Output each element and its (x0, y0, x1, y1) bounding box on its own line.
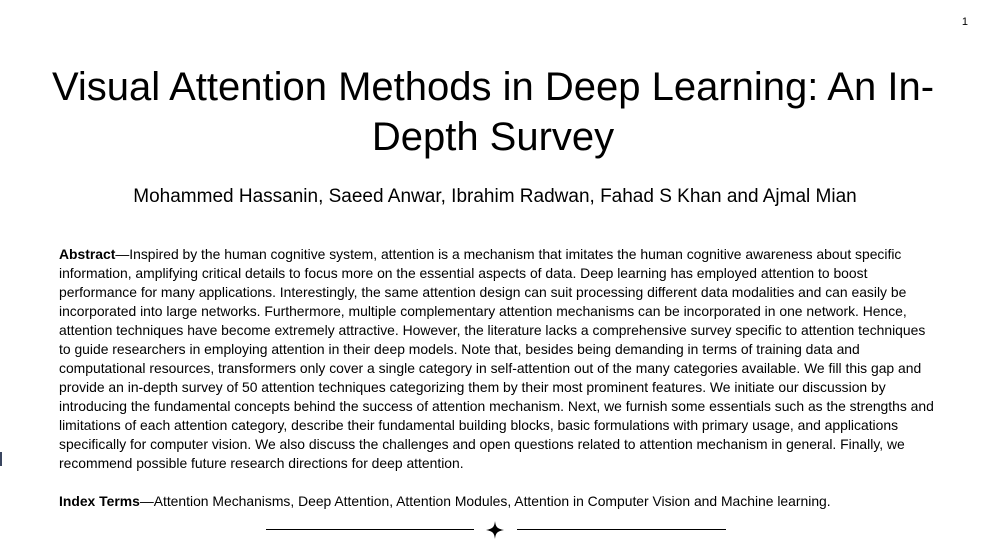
left-edge-marker (0, 452, 2, 466)
section-divider (266, 520, 726, 540)
divider-rule-left (266, 529, 474, 530)
four-point-star-icon (484, 520, 506, 540)
divider-rule-right (517, 529, 726, 530)
author-list: Mohammed Hassanin, Saeed Anwar, Ibrahim Radwan, Fahad S Khan and Ajmal Mian (133, 186, 857, 207)
index-terms-text: —Attention Mechanisms, Deep Attention, Attention Modules, Attention in Computer Vision and Machine learning. (139, 493, 831, 509)
page-number: 1 (961, 16, 968, 28)
abstract-text: —Inspired by the human cognitive system, attention is a mechanism that imitates the human cognitive awareness about specific information, amplifying critical details to focus more on the essential aspects of data. Deep learning has employed attention to boost performance for many applications. Interestingly, the same attention design can suit processing different data modalities and can easily be incorporated into large networks. Furthermore, multiple complementary attention mechanisms can be incorporated in one network. Hence, attention techniques have become extremely attractive. However, the literature lacks a comprehensive survey specific to attention techniques to guide researchers in employing attention in their deep models. Note that, besides being demanding in terms of training data and computational resources, transformers only cover a single category in self-attention out of the many categories available. We fill this gap and provide an in-depth survey of 50 attention techniques categorizing them by their most prominent features. We initiate our discussion by introducing the fundamental concepts behind the success of attention mechanism. Next, we furnish some essentials such as the strengths and limitations of each attention category, describe their fundamental building blocks, basic formulations with primary usage, and applications specifically for computer vision. We also discuss the challenges and open questions related to attention mechanism in general. Finally, we recommend possible future research directions for deep attention. (59, 246, 934, 471)
abstract (59, 245, 937, 473)
abstract-label: Abstract (59, 246, 116, 262)
index-terms-label: Index Terms (59, 493, 140, 509)
index-terms (59, 492, 937, 511)
paper-title: Visual Attention Methods in Deep Learning: An In-Depth Survey (51, 65, 935, 159)
